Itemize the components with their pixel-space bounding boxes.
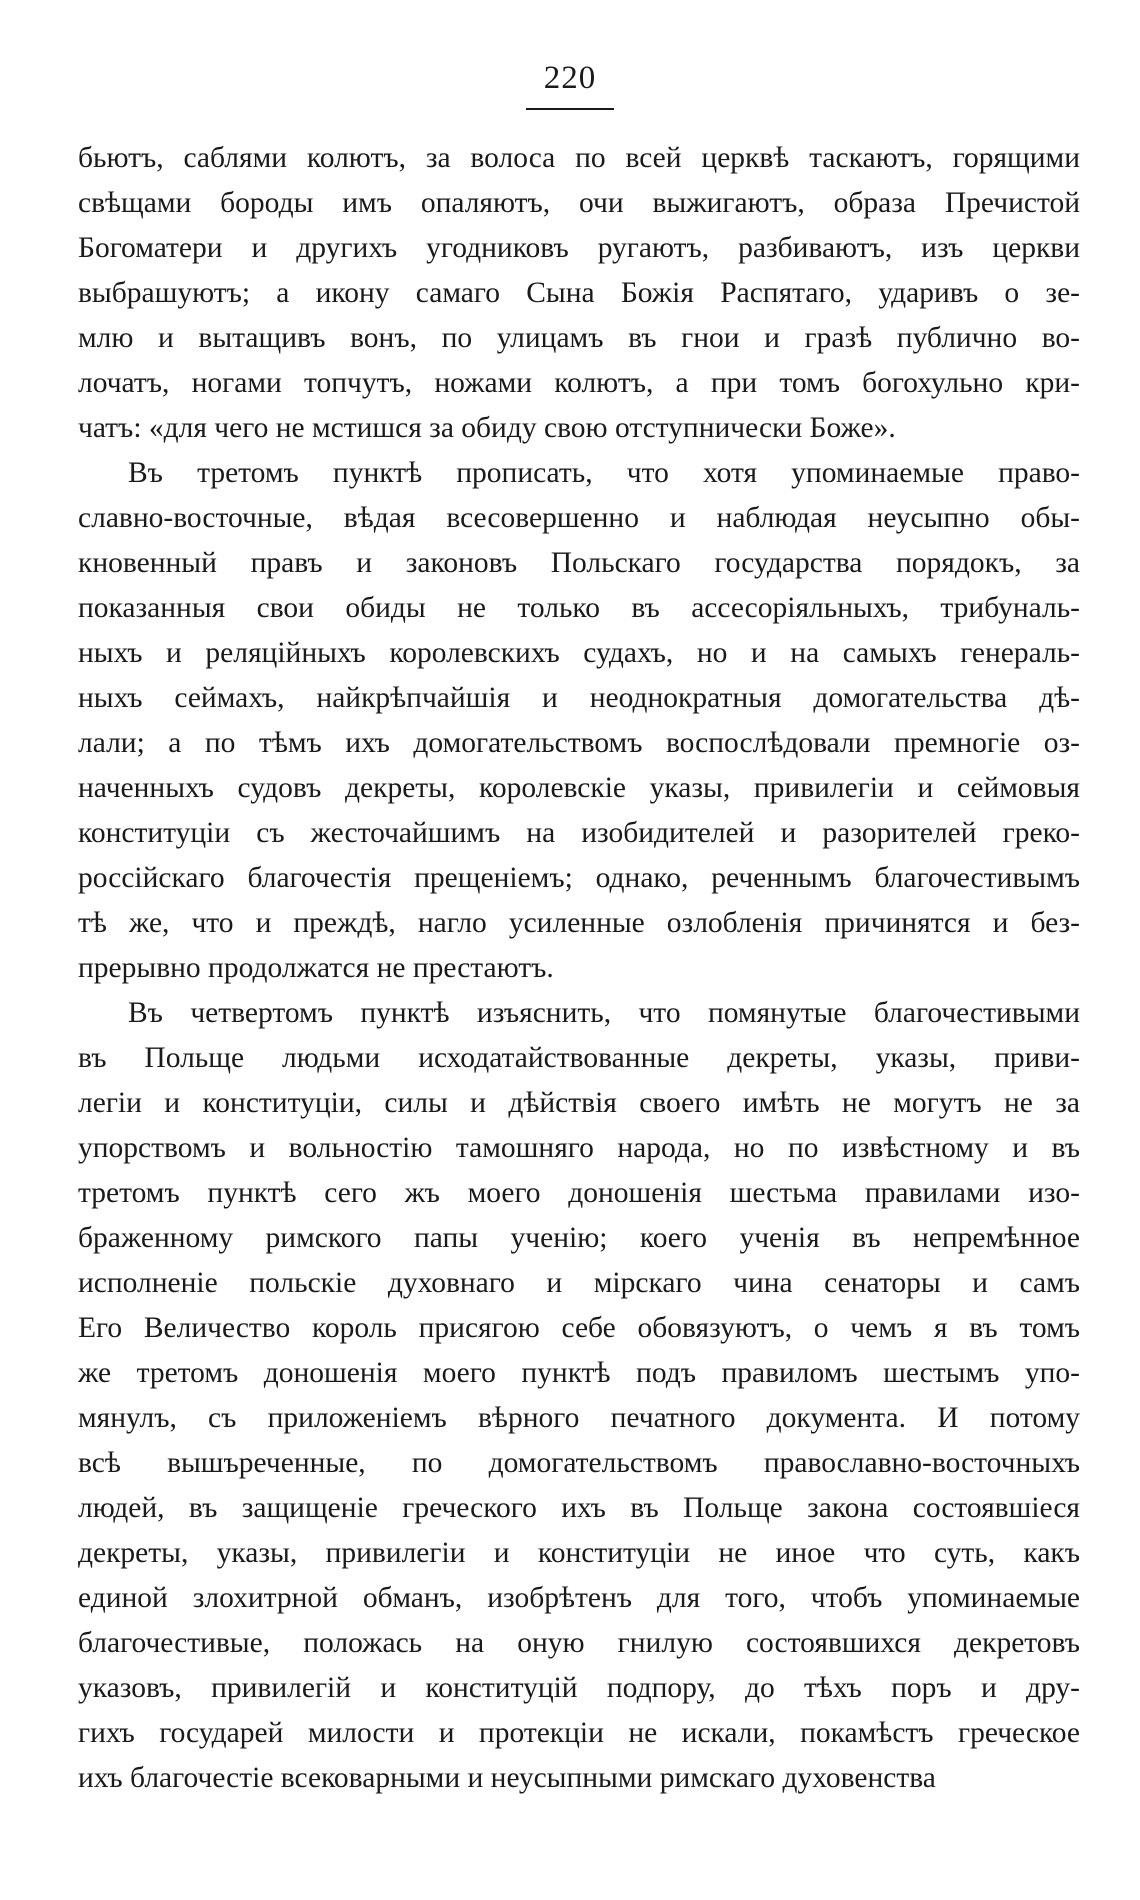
paragraph <box>78 991 1080 1801</box>
text-line: легіи и конституціи, силы и дѣйствія своего имѣть не могутъ не за <box>78 1087 1080 1119</box>
text-line: въ Польще людьми исходатайствованные декреты, указы, приви- <box>78 1042 1080 1074</box>
page-number: 220 <box>543 60 597 96</box>
text-line: Богоматери и другихъ угодниковъ ругаютъ, разбиваютъ, изъ церкви <box>78 232 1080 264</box>
text-line: благочестивые, положась на оную гнилую состоявшихся декретовъ <box>78 1627 1080 1659</box>
text-line: единой злохитрной обманъ, изобрѣтенъ для того, чтобъ упоминаемые <box>78 1582 1080 1614</box>
text-line: же третомъ доношенія моего пунктѣ подъ правиломъ шестымъ упо- <box>78 1357 1080 1389</box>
text-line: чатъ: «для чего не мстишся за обиду свою отступнически Боже». <box>78 412 896 444</box>
body-text <box>78 136 1080 1801</box>
text-line: прерывно продолжатся не престаютъ. <box>78 952 554 984</box>
text-line: наченныхъ судовъ декреты, королевскіе указы, привилегіи и сеймовыя <box>78 772 1080 804</box>
text-line: ныхъ и реляційныхъ королевскихъ судахъ, но и на самыхъ генераль- <box>78 637 1080 669</box>
text-line: млю и вытащивъ вонъ, по улицамъ въ гнои и гразѣ публично во- <box>78 322 1080 354</box>
paragraph <box>78 136 1080 451</box>
text-line: лочатъ, ногами топчутъ, ножами колютъ, а при томъ богохульно кри- <box>78 367 1080 399</box>
text-line: тѣ же, что и преждѣ, нагло усиленные озлобленія причинятся и без- <box>78 907 1080 939</box>
text-line: Въ третомъ пунктѣ прописать, что хотя упоминаемые право- <box>128 457 1080 489</box>
text-line: декреты, указы, привилегіи и конституціи не иное что суть, какъ <box>78 1537 1080 1569</box>
text-line: лали; а по тѣмъ ихъ домогательствомъ воспослѣдовали премногіе оз- <box>78 727 1080 759</box>
text-line: славно-восточные, вѣдая всесовершенно и наблюдая неусыпно обы- <box>78 502 1080 534</box>
text-line: выбрашуютъ; а икону самаго Сына Божія Распятаго, ударивъ о зе- <box>78 277 1080 309</box>
text-line: Въ четвертомъ пунктѣ изъяснить, что помянутые благочестивыми <box>128 997 1080 1029</box>
text-line: россійскаго благочестія прещеніемъ; однако, реченнымъ благочестивымъ <box>78 862 1080 894</box>
text-line: конституціи съ жесточайшимъ на изобидителей и разорителей греко- <box>78 817 1080 849</box>
text-line: гихъ государей милости и протекціи не искали, покамѣстъ греческое <box>78 1717 1080 1749</box>
text-line: свѣщами бороды имъ опаляютъ, очи выжигаютъ, образа Пречистой <box>78 187 1080 219</box>
text-line: упорствомъ и вольностію тамошняго народа, но по извѣстному и въ <box>78 1132 1080 1164</box>
text-line: кновенный правъ и законовъ Польскаго государства порядокъ, за <box>78 547 1080 579</box>
text-line: исполненіе польскіе духовнаго и мірскаго чина сенаторы и самъ <box>78 1267 1080 1299</box>
text-line: показанныя свои обиды не только въ ассесоріяльныхъ, трибуналь- <box>78 592 1080 624</box>
text-line: ныхъ сеймахъ, найкрѣпчайшія и неоднократныя домогательства дѣ- <box>78 682 1080 714</box>
text-line: людей, въ защищеніе греческого ихъ въ Польще закона состоявшіеся <box>78 1492 1080 1524</box>
text-line: Его Величество король присягою себе обовязуютъ, о чемъ я въ томъ <box>78 1312 1080 1344</box>
text-line: ихъ благочестіе всековарными и неусыпными римскаго духовенства <box>78 1762 936 1794</box>
text-line: мянулъ, съ приложеніемъ вѣрного печатного документа. И потому <box>78 1402 1080 1434</box>
text-line: бьютъ, саблями колютъ, за волоса по всей церквѣ таскаютъ, горящими <box>78 142 1080 174</box>
text-line: указовъ, привилегій и конституцій подпору, до тѣхъ поръ и дру- <box>78 1672 1080 1704</box>
page-number-underline <box>526 108 614 110</box>
text-line: браженному римского папы ученію; коего ученія въ непремѣнное <box>78 1222 1080 1254</box>
text-line: всѣ вышъреченные, по домогательствомъ православно-восточныхъ <box>78 1447 1080 1479</box>
text-line: третомъ пунктѣ сего жъ моего доношенія шестьма правилами изо- <box>78 1177 1080 1209</box>
paragraph <box>78 451 1080 991</box>
